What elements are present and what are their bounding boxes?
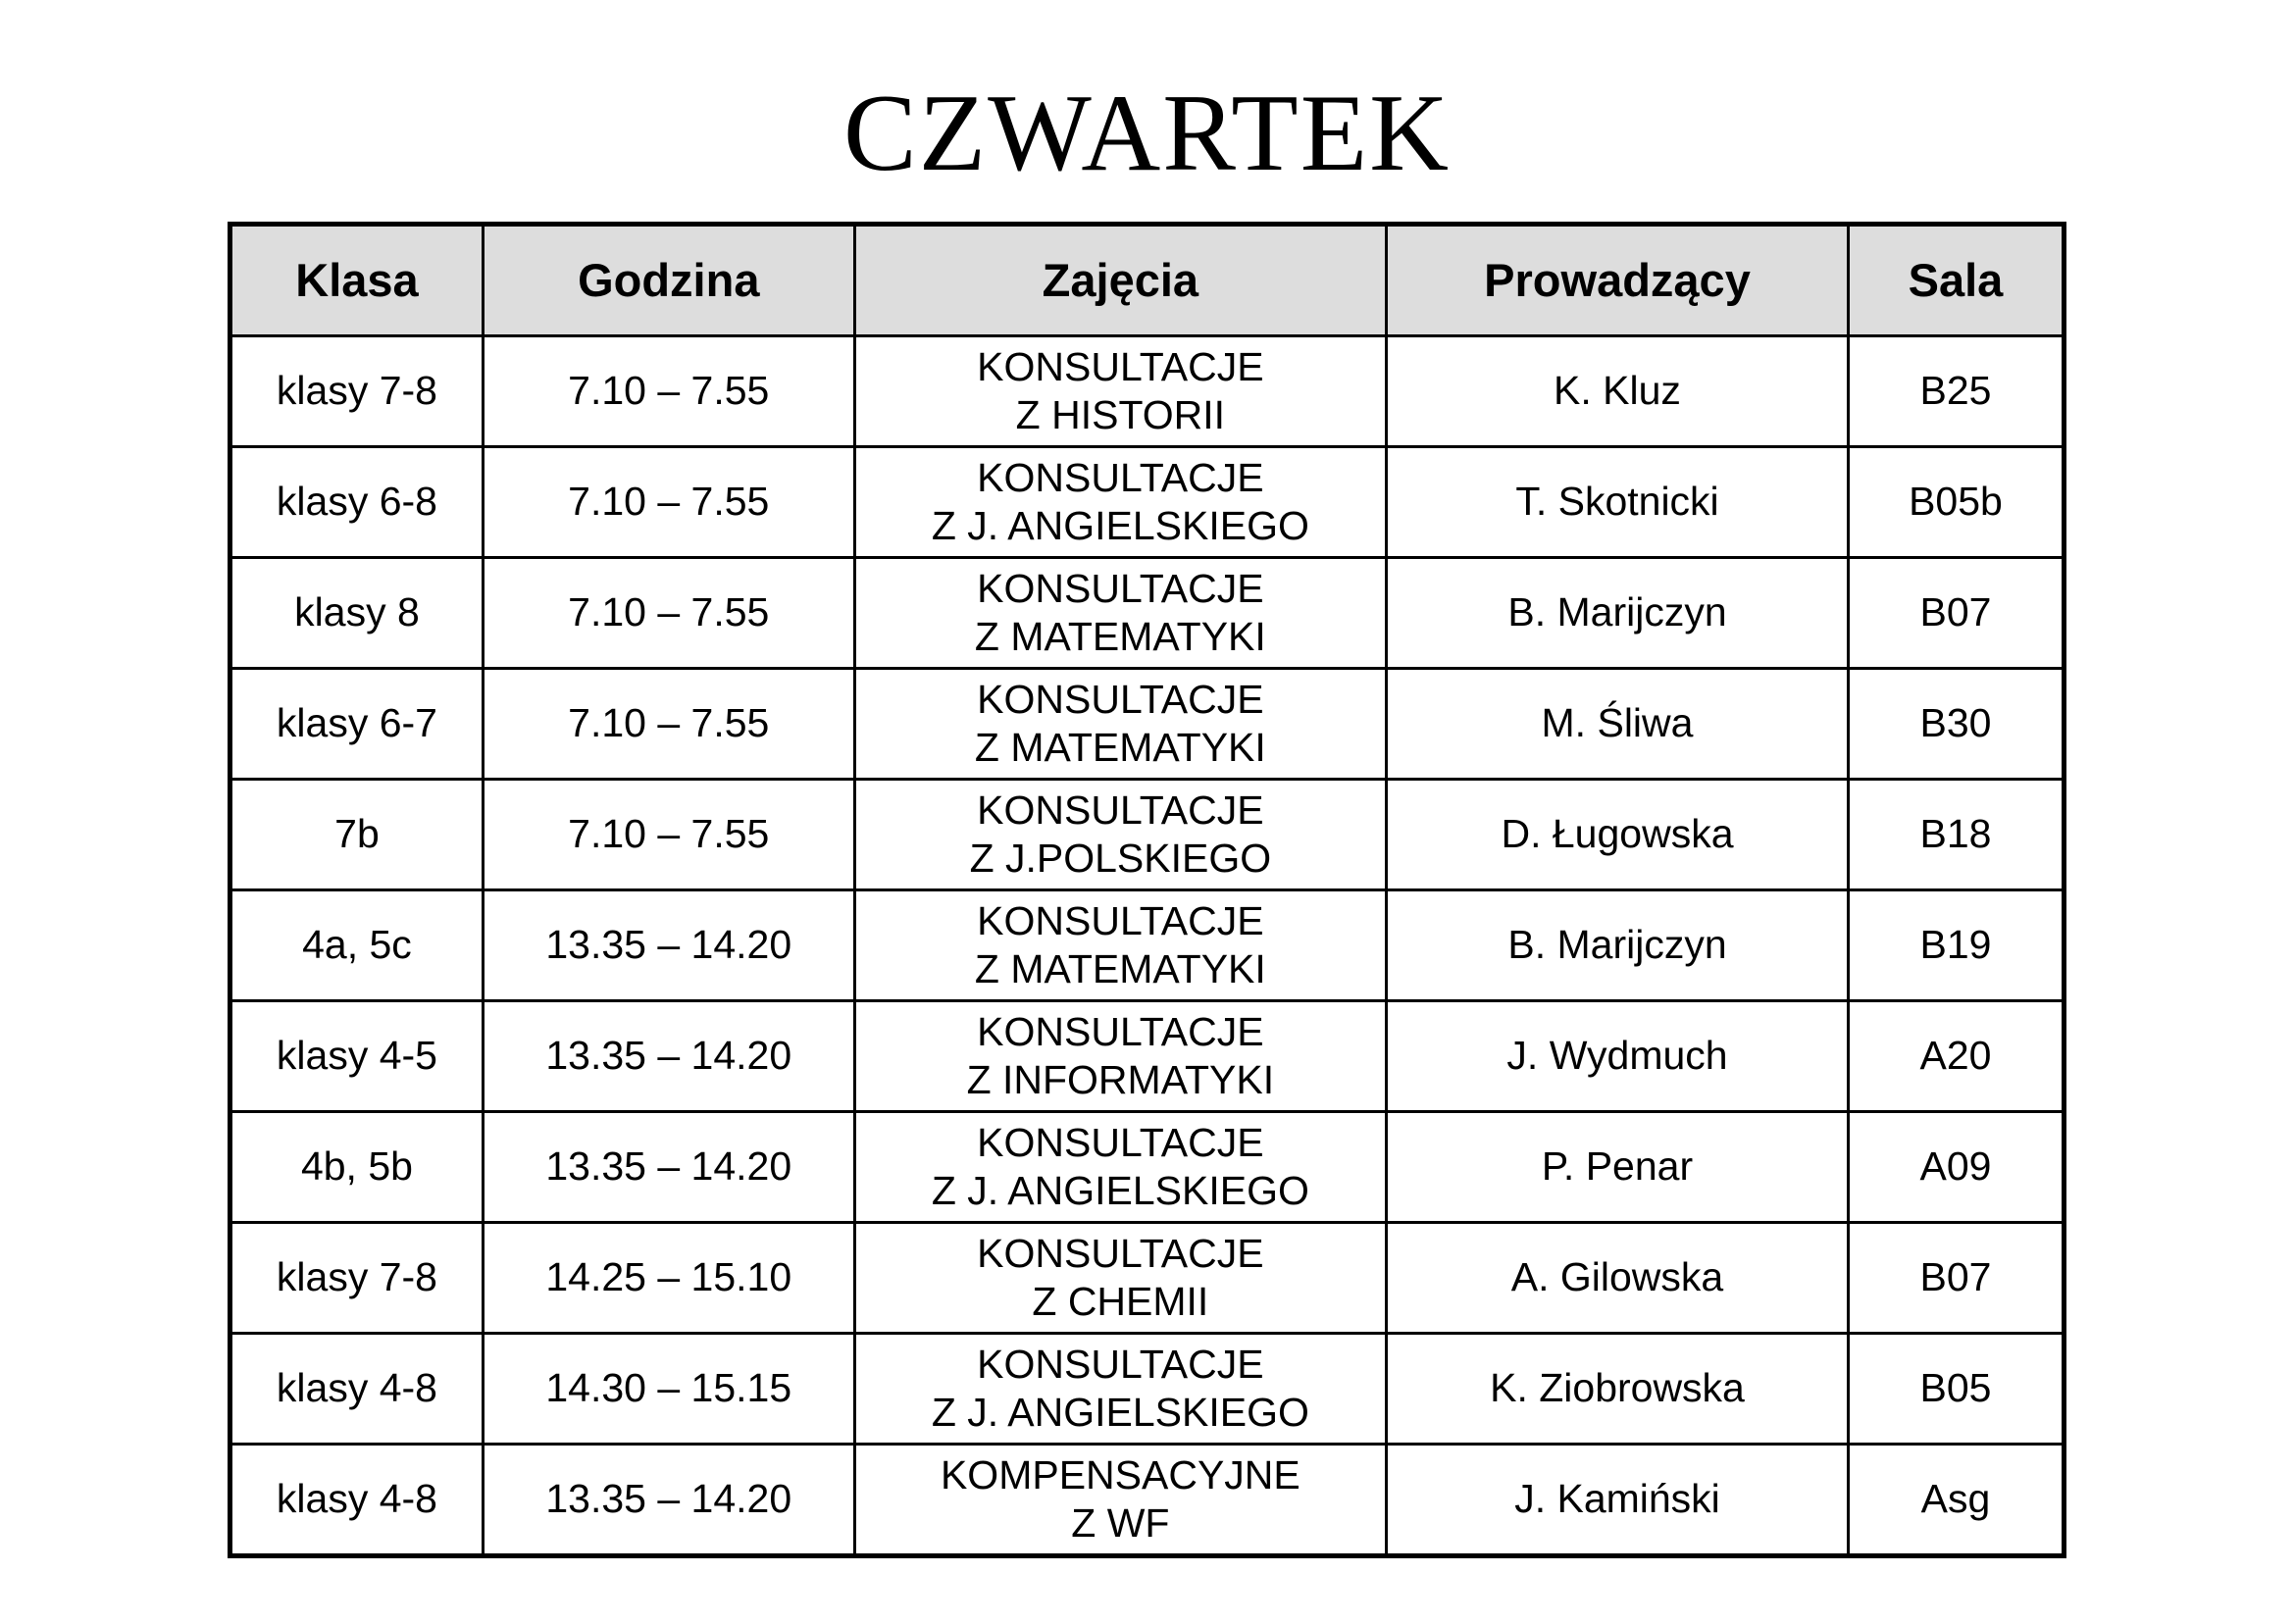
cell-sala: Asg (1848, 1444, 2064, 1555)
cell-sala: A20 (1848, 1000, 2064, 1111)
cell-godzina: 7.10 – 7.55 (483, 335, 854, 446)
cell-godzina: 13.35 – 14.20 (483, 889, 854, 1000)
table-row (230, 1222, 2065, 1333)
cell-sala: B05 (1848, 1333, 2064, 1444)
column-header-sala: Sala (1848, 224, 2064, 335)
cell-zajecia-line2: Z J.POLSKIEGO (969, 835, 1272, 881)
cell-prowadzacy: M. Śliwa (1387, 668, 1849, 779)
cell-zajecia-line1: KONSULTACJE (977, 1009, 1264, 1055)
cell-zajecia-line2: Z J. ANGIELSKIEGO (931, 502, 1309, 548)
cell-zajecia (854, 446, 1386, 557)
table-row (230, 889, 2065, 1000)
cell-zajecia (854, 1333, 1386, 1444)
table-header-row (230, 224, 2065, 335)
cell-zajecia-line1: KONSULTACJE (977, 898, 1264, 944)
cell-klasa: klasy 4-5 (230, 1000, 484, 1111)
cell-prowadzacy: P. Penar (1387, 1111, 1849, 1222)
column-header-prowadzacy: Prowadzący (1387, 224, 1849, 335)
column-header-godzina: Godzina (483, 224, 854, 335)
cell-prowadzacy: J. Kamiński (1387, 1444, 1849, 1555)
cell-zajecia-line1: KONSULTACJE (977, 677, 1264, 723)
cell-godzina: 13.35 – 14.20 (483, 1111, 854, 1222)
table-row (230, 668, 2065, 779)
cell-zajecia-line2: Z MATEMATYKI (974, 724, 1266, 770)
cell-klasa: klasy 6-7 (230, 668, 484, 779)
cell-prowadzacy: A. Gilowska (1387, 1222, 1849, 1333)
cell-zajecia-line2: Z MATEMATYKI (974, 613, 1266, 659)
cell-prowadzacy: K. Kluz (1387, 335, 1849, 446)
cell-sala: B30 (1848, 668, 2064, 779)
cell-prowadzacy: K. Ziobrowska (1387, 1333, 1849, 1444)
cell-prowadzacy: B. Marijczyn (1387, 889, 1849, 1000)
cell-sala: B07 (1848, 557, 2064, 668)
cell-godzina: 14.30 – 15.15 (483, 1333, 854, 1444)
cell-zajecia-line1: KONSULTACJE (977, 1342, 1264, 1388)
schedule-table (228, 222, 2066, 1558)
column-header-klasa: Klasa (230, 224, 484, 335)
cell-zajecia (854, 1222, 1386, 1333)
cell-klasa: 4b, 5b (230, 1111, 484, 1222)
table-body (230, 335, 2065, 1555)
cell-zajecia-line1: KONSULTACJE (977, 1231, 1264, 1277)
cell-zajecia-line2: Z INFORMATYKI (966, 1056, 1275, 1102)
table-row (230, 1111, 2065, 1222)
cell-zajecia (854, 1111, 1386, 1222)
cell-zajecia-line1: KONSULTACJE (977, 787, 1264, 834)
cell-sala: B19 (1848, 889, 2064, 1000)
cell-zajecia-line1: KOMPENSACYJNE (940, 1452, 1300, 1498)
table-row (230, 1444, 2065, 1555)
cell-godzina: 13.35 – 14.20 (483, 1000, 854, 1111)
page-title: CZWARTEK (843, 73, 1451, 194)
cell-sala: B07 (1848, 1222, 2064, 1333)
cell-klasa: klasy 8 (230, 557, 484, 668)
cell-zajecia-line2: Z HISTORII (1015, 391, 1226, 437)
cell-sala: B05b (1848, 446, 2064, 557)
cell-sala: B25 (1848, 335, 2064, 446)
schedule-table-container (228, 222, 2066, 1558)
cell-godzina: 7.10 – 7.55 (483, 557, 854, 668)
cell-zajecia-line2: Z WF (1071, 1499, 1170, 1546)
table-header (230, 224, 2065, 335)
cell-zajecia (854, 668, 1386, 779)
table-row (230, 335, 2065, 446)
cell-zajecia-line2: Z CHEMII (1032, 1278, 1209, 1324)
table-row (230, 779, 2065, 889)
cell-godzina: 7.10 – 7.55 (483, 446, 854, 557)
cell-prowadzacy: D. Ługowska (1387, 779, 1849, 889)
cell-zajecia (854, 557, 1386, 668)
cell-prowadzacy: T. Skotnicki (1387, 446, 1849, 557)
cell-prowadzacy: B. Marijczyn (1387, 557, 1849, 668)
cell-zajecia-line1: KONSULTACJE (977, 455, 1264, 501)
cell-godzina: 13.35 – 14.20 (483, 1444, 854, 1555)
cell-zajecia-line2: Z MATEMATYKI (974, 945, 1266, 991)
cell-zajecia-line2: Z J. ANGIELSKIEGO (931, 1167, 1309, 1213)
cell-klasa: klasy 4-8 (230, 1444, 484, 1555)
cell-zajecia-line1: KONSULTACJE (977, 566, 1264, 612)
cell-zajecia-line1: KONSULTACJE (977, 344, 1264, 390)
cell-klasa: klasy 7-8 (230, 1222, 484, 1333)
cell-klasa: 4a, 5c (230, 889, 484, 1000)
cell-klasa: klasy 6-8 (230, 446, 484, 557)
cell-zajecia (854, 1444, 1386, 1555)
table-row (230, 446, 2065, 557)
cell-klasa: 7b (230, 779, 484, 889)
cell-godzina: 7.10 – 7.55 (483, 668, 854, 779)
cell-sala: A09 (1848, 1111, 2064, 1222)
cell-zajecia (854, 1000, 1386, 1111)
cell-zajecia-line2: Z J. ANGIELSKIEGO (931, 1389, 1309, 1435)
cell-klasa: klasy 4-8 (230, 1333, 484, 1444)
cell-godzina: 7.10 – 7.55 (483, 779, 854, 889)
cell-zajecia-line1: KONSULTACJE (977, 1120, 1264, 1166)
cell-zajecia (854, 335, 1386, 446)
cell-sala: B18 (1848, 779, 2064, 889)
cell-godzina: 14.25 – 15.10 (483, 1222, 854, 1333)
cell-prowadzacy: J. Wydmuch (1387, 1000, 1849, 1111)
cell-zajecia (854, 889, 1386, 1000)
table-row (230, 1333, 2065, 1444)
table-row (230, 1000, 2065, 1111)
cell-zajecia (854, 779, 1386, 889)
cell-klasa: klasy 7-8 (230, 335, 484, 446)
column-header-zajecia: Zajęcia (854, 224, 1386, 335)
table-row (230, 557, 2065, 668)
